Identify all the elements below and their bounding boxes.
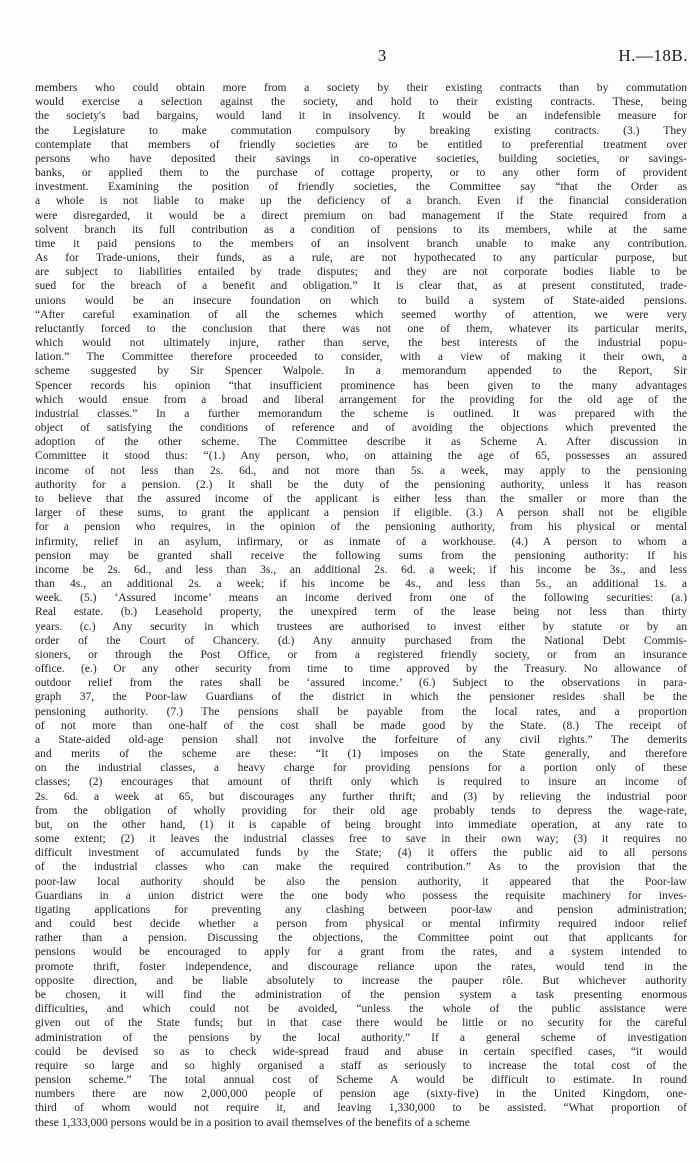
text-line: Committee it stood thus: “(1.) Any person, who, on attaining the age of 65, possesses an assured [35,450,687,463]
text-line: order of the Court of Chancery. (d.) Any annuity purchased from the National Debt Commis- [35,634,687,647]
text-line: infirmity, relief in an asylum, infirmary, or as inmate of a workhouse. (4.) A person to whom a [35,535,687,548]
text-line: but, on the other hand, (1) it is capable of being brought into immediate operation, at any rate to [35,818,687,831]
document-reference: H.—18B. [618,46,688,65]
page-header [36,46,688,66]
text-line: and merits of the scheme are these: “It (1) imposes on the State generally, and therefore [35,748,687,761]
text-line: the Legislature to make commutation compulsory by breaking existing contracts. (3.) They [35,124,687,137]
text-line: difficulties, and which could not be avoided, “unless the whole of the public assistance were [35,1003,687,1016]
text-line: a whole is not liable to make up the deficiency of a branch. Even if the financial consideration [35,195,687,208]
text-line: “After careful examination of all the schemes which seemed worthy of attention, we were very [35,308,687,321]
text-line: from the obligation of wholly providing for their old age probably tends to depress the wage-rate, [35,804,687,817]
text-line: scheme suggested by Sir Spencer Walpole. In a memorandum appended to the Report, Sir [35,365,687,378]
text-line: time it paid pensions to the members of an insolvent branch unable to make any contribution. [35,237,687,250]
text-line: rather than a pension. Discussing the objections, the Committee point out that applicants for [35,932,687,945]
text-line: than 4s., an additional 2s. a week; if his income be 4s., and less than 5s., an additional 1s. a [35,578,687,591]
text-line: industrial classes.” In a further memorandum the scheme is outlined. It was prepared with the [35,407,687,420]
text-line: be chosen, it will find the administration of the pension system a task presenting enormous [35,989,687,1001]
text-line: larger of these sums, to grant the applicant a pension if eligible. (3.) A person shall not be eligible [35,507,687,520]
text-line: investment. Examining the position of friendly societies, the Committee say “that the Order as [35,181,687,194]
text-line: administration of the pensions by the local authority.” If a general scheme of investigation [35,1031,687,1044]
text-line: 2s. 6d. a week at 65, but discourages any further thrift; and (3) by relieving the industrial poor [35,790,687,803]
text-line: classes; (2) encourages that amount of thrift only which is required to insure an income of [35,776,687,789]
text-line: tigating applications for preventing any clashing between poor-law and pension administration; [35,903,687,916]
text-line: banks, or applied them to the purchase of cottage property, or to any other form of provident [35,167,687,180]
text-line: office. (e.) Or any other security from time to time approved by the Treasury. No allowance of [35,663,687,676]
text-line: income be 2s. 6d., and less than 3s., an additional 2s. 6d. a week; if his income be 3s., and less [35,563,687,576]
text-line: difficult investment of accumulated funds by the State; (4) it offers the public aid to all persons [35,847,687,860]
text-line: the society's bad bargains, would land it in insolvency. It would be an indefensible measure for [35,110,687,123]
page-number: 3 [377,46,387,65]
text-line: contemplate that members of friendly societies are to be entitled to preferential treatment over [35,138,687,151]
text-line: of the industrial classes who can make the required contribution.” As to the provision that the [35,861,687,874]
text-line: persons who have deposited their savings in co-operative societies, building societies, or savings- [35,152,687,165]
text-line: of not more than one-half of the cost shall be made good by the State. (8.) The receipt of [35,719,687,732]
text-line: numbers there are now 2,000,000 people of pension age (sixty-five) in the United Kingdom, one- [35,1088,687,1101]
text-line: could be devised so as to check wide-spread fraud and abuse in certain specified cases, “it would [35,1045,687,1058]
text-line: which would ensue from a broad and liberal arrangement for the providing for the old age of the [35,393,687,406]
text-line: unions would be an insecure foundation on which to build a system of State-aided pensions. [35,294,687,307]
body-text [35,81,687,1130]
text-line: authority for a pension. (2.) It shall be the duty of the pensioning authority, unless it has reason [35,478,687,491]
text-line: outdoor relief from the rates shall be ‘assured income.’ (6.) Subject to the observations in para- [35,677,687,690]
text-line: promote thrift, foster independence, and discourage reliance upon the rates, would tend in the [35,960,687,973]
text-line: As for Trade-unions, their funds, as a rule, are not hypothecated to any particular purpose, but [35,252,687,265]
text-line: which would not ultimately injure, rather than serve, the best interests of the industrial popu- [35,337,687,350]
text-line: members who could obtain more from a society by their existing contracts than by commutation [35,82,687,94]
text-line: pension scheme.” The total annual cost of Scheme A would be difficult to estimate. In round [35,1074,687,1087]
text-line: third of whom would not require it, and leaving 1,330,000 to be assisted. “What proportion of [35,1102,687,1115]
text-line: pension may be granted shall receive the following sums from the pensioning authority: If his [35,549,687,562]
text-line: some extent; (2) it leaves the industrial classes free to save in their own way; (3) it requires no [35,833,687,846]
text-line: graph 37, the Poor-law Guardians of the district in which the pensioner resides shall be the [35,691,687,704]
text-line: lation.” The Committee therefore proceeded to consider, with a view of making it their own, a [35,351,687,364]
text-line: adoption of the other scheme. The Committee describe it as Scheme A. After discussion in [35,436,687,449]
text-line: sioners, or through the Post Office, or from a registered friendly society, or from an insurance [35,648,687,661]
text-line: to believe that the assured income of the applicant is either less than the smaller or more than the [35,492,687,505]
text-line: and could best decide whether a person from physical or mental infirmity required indoor relief [35,918,687,931]
text-line: a State-aided old-age pension shall not involve the forfeiture of any civil rights.” The demerits [35,733,687,746]
text-line: pensioning authority. (7.) The pensions shall be payable from the local rates, and a proportion [35,705,687,718]
text-line: were disregarded, it would be a direct premium on bad management if the State required from a [35,209,687,222]
text-line: income of not less than 2s. 6d., and not more than 5s. a week, may apply to the pensioning [35,464,687,477]
text-line: pensions would be encouraged to apply for a grant from the rates, and a system intended to [35,946,687,959]
text-line: are subject to liabilities entailed by trade disputes; and they are not corporate bodies liable to be [35,266,687,279]
text-line: would exercise a selection against the society, and hold to their existing contracts. These, being [35,96,687,109]
text-line: opposite direction, and be liable absolutely to increase the pauper rôle. But whichever authority [35,974,687,987]
text-line: object of satisfying the conditions of reference and of avoiding the objections which prevented the [35,422,687,435]
text-line: Spencer records his opinion “that insufficient prominence has been given to the many advantages [35,379,687,392]
text-line: reluctantly forced to the conclusion that there was not one of them, whatever its particular merits, [35,322,687,335]
text-line: Real estate. (b.) Leasehold property, the unexpired term of the lease being not less than thirty [35,606,687,619]
text-line: week. (5.) ‘Assured income’ means an income derived from one of the following securities: (a.) [35,592,687,605]
text-line: years. (c.) Any security in which trustees are authorised to invest either by statute or by an [35,620,687,633]
text-line: poor-law local authority should be also the pension authority, it appeared that the Poor-law [35,875,687,888]
text-line: these 1,333,000 persons would be in a position to avail themselves of the benefits of a scheme [35,1116,470,1129]
text-line: given out of the State funds; but in that case there would be little or no security for the careful [35,1017,687,1030]
text-line: sued for the breach of a benefit and obligation.” It is clear that, as at present constituted, trade- [35,280,687,293]
text-line: require so large and so highly organised a staff as seriously to increase the total cost of the [35,1059,687,1072]
text-line: Guardians in a union district were the one body who possess the requisite machinery for inves- [35,889,687,902]
text-line: solvent branch its full contribution as a condition of pensions to its members, while at the same [35,223,687,236]
text-line: for a pension who requires, in the opinion of the pensioning authority, from his physical or mental [35,521,687,534]
text-line: on the industrial classes, a heavy charge for providing pensions for a portion only of these [35,762,687,775]
